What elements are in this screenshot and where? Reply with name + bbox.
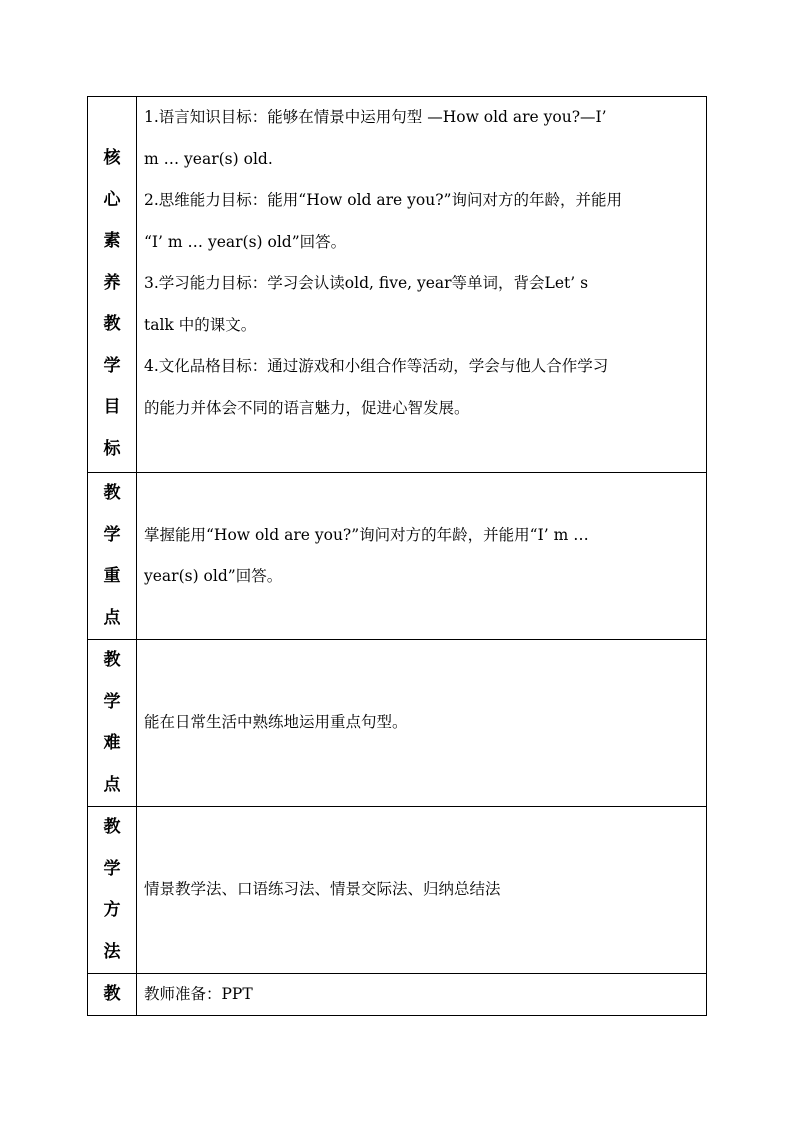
content-line: 2.思维能力目标：能用“How old are you?”询问对方的年龄，并能用 [144, 191, 622, 209]
label-char: 心 [103, 189, 121, 210]
content-line: 的能力并体会不同的语言魅力，促进心智发展。 [144, 398, 470, 417]
content-line: talk 中的课文。 [144, 315, 257, 334]
lesson-plan-table [87, 96, 707, 1016]
label-char: 素 [103, 231, 121, 251]
row-content [137, 97, 707, 472]
row-content [137, 640, 707, 806]
label-char: 点 [103, 607, 121, 628]
table-row-teaching-preparation [88, 974, 707, 1016]
content-line: 4.文化品格目标：通过游戏和小组合作等活动，学会与他人合作学习 [144, 357, 609, 375]
label-char: 学 [103, 691, 121, 712]
label-char: 学 [103, 355, 121, 376]
content-line: 情景教学法、口语练习法、情景交际法、归纳总结法 [144, 880, 501, 899]
label-char: 教 [103, 984, 121, 1004]
label-char: 教 [103, 817, 121, 837]
label-char: 目 [103, 397, 121, 417]
row-label [88, 97, 137, 472]
row-content [137, 473, 707, 639]
label-char: 养 [103, 272, 121, 293]
label-char: 教 [103, 314, 121, 334]
content-line: 能在日常生活中熟练地运用重点句型。 [144, 713, 408, 732]
table-row-key-points [88, 473, 707, 640]
row-label [88, 473, 137, 639]
label-char: 学 [103, 858, 121, 879]
row-content [137, 974, 707, 1015]
label-char: 法 [103, 941, 121, 962]
content-line: m … year(s) old. [144, 149, 273, 168]
content-line: year(s) old”回答。 [144, 567, 283, 585]
label-char: 教 [103, 650, 121, 670]
label-char: 核 [103, 148, 121, 168]
label-char: 重 [103, 566, 121, 586]
row-label [88, 974, 137, 1015]
row-content [137, 807, 707, 973]
table-row-core-literacy-goals [88, 97, 707, 473]
table-row-difficult-points [88, 640, 707, 807]
row-label [88, 807, 137, 973]
content-line: 1.语言知识目标：能够在情景中运用句型 —How old are you?—I’ [144, 108, 607, 126]
content-line: “I’ m … year(s) old”回答。 [144, 232, 347, 251]
label-char: 方 [103, 900, 121, 920]
label-char: 难 [103, 733, 121, 753]
content-line: 教师准备：PPT [144, 984, 253, 1003]
content-line: 3.学习能力目标：学习会认读old, five, year等单词，背会Let’ s [144, 274, 589, 292]
content-line: 掌握能用“How old are you?”询问对方的年龄，并能用“I’ m … [144, 525, 589, 544]
table-row-teaching-methods [88, 807, 707, 974]
row-label [88, 640, 137, 806]
label-char: 标 [103, 438, 121, 459]
label-char: 教 [103, 483, 121, 503]
label-char: 点 [103, 774, 121, 795]
label-char: 学 [103, 524, 121, 545]
